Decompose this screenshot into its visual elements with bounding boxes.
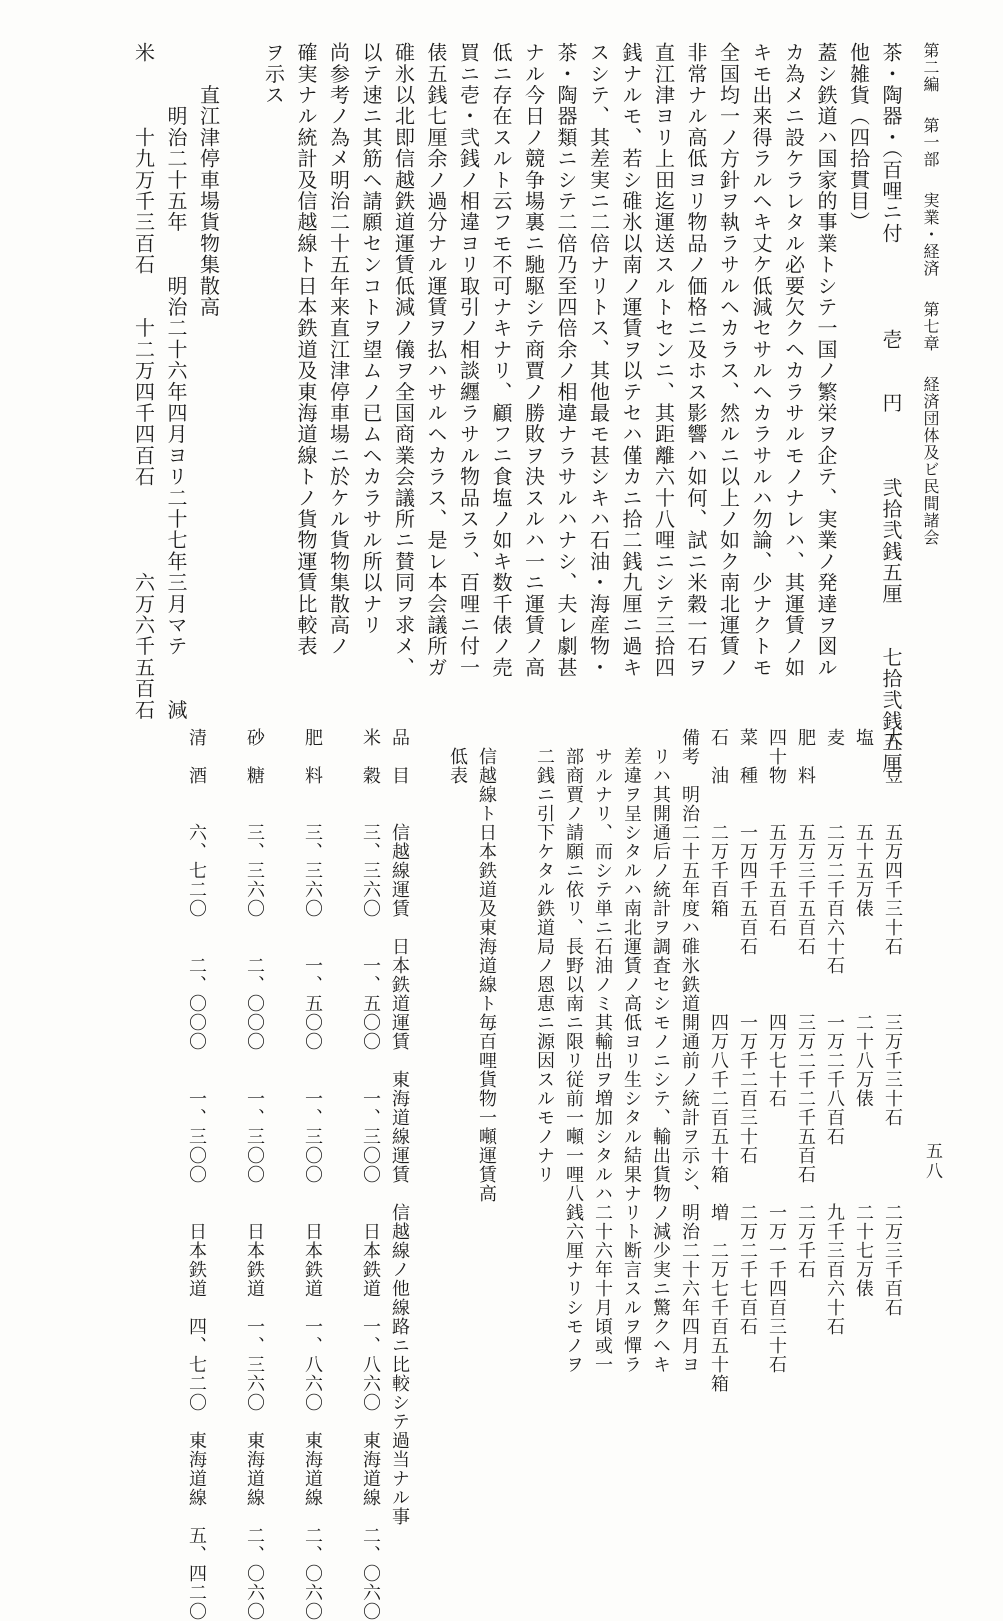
text-column: キモ出来得ラルヘキ丈ケ低減セサルヘカラサルハ勿論、少ナクトモ bbox=[749, 42, 773, 678]
text-column: 四十物 五万千五百石 四万七十石 一万一千四百三十石 bbox=[766, 728, 787, 1374]
lower-text-block bbox=[87, 728, 907, 1621]
text-column: 麦 二万二千百六十石 一万二千八百石 九千三百六十石 bbox=[824, 728, 845, 1336]
header-chapter-title: 経済団体及ビ民間諸会 bbox=[921, 376, 940, 547]
text-column: 低ニ存在スルト云フモ不可ナキナリ、顧フニ食塩ノ如キ数千俵ノ売 bbox=[489, 42, 513, 678]
text-column: カ為メニ設ケラレタル必要欠クヘカラサルモノナレハ、其運賃ノ如 bbox=[781, 42, 806, 678]
text-column: 全国均一ノ方針ヲ執ラサルヘカラス、然ルニ以上ノ如ク南北運賃ノ bbox=[716, 42, 741, 678]
text-column: スシテ、其差実ニ二倍ナリトス、其他最モ甚シキハ石油・海産物・ bbox=[586, 42, 611, 678]
text-column: 備考 明治二十五年度ハ碓氷鉄道開通前ノ統計ヲ示シ、明治二十六年四月ヨ bbox=[679, 728, 700, 1374]
text-column: 塩 五十五万俵 二十八万俵 二十七万俵 bbox=[853, 728, 874, 1298]
text-column: 米 穀 三、三六〇 一、五〇〇 一、三〇〇 日本鉄道 一、八六〇 東海道線 二、〇六〇 bbox=[360, 728, 381, 1621]
text-column bbox=[225, 42, 258, 662]
text-column: 肥 料 五万三千五百石 三万二千二千五百石 二万千石 bbox=[795, 728, 816, 1279]
text-column: サルナリ、而シテ単ニ石油ノミ其輸出ヲ増加シタルハ二十六年十月頃或一 bbox=[592, 728, 613, 1374]
page-number: 五八 bbox=[922, 1142, 942, 1182]
header-bu-title: 実業・経済 bbox=[921, 192, 940, 278]
text-column: 米 十九万千三百石 十二万四千四百石 六万六千五百石 bbox=[131, 42, 156, 721]
running-header bbox=[919, 42, 941, 662]
text-column: 非常ナル高低ヨリ物品ノ価格ニ及ホス影響ハ如何、試ニ米穀一石ヲ bbox=[684, 42, 708, 678]
text-column: 菜 種 一万四千五百石 一万千二百三十石 二万二千七百石 bbox=[737, 728, 758, 1336]
text-column: 二銭ニ引下ケタル鉄道局ノ恩恵ニ源因スルモノナリ bbox=[534, 728, 555, 1184]
text-column bbox=[211, 728, 240, 1368]
text-column: 大 豆 五万四千三十石 三万千三十石 二万三千百石 bbox=[882, 728, 903, 1317]
text-column: 肥 料 三、三六〇 一、五〇〇 一、三〇〇 日本鉄道 一、八六〇 東海道線 二、〇六〇 bbox=[302, 728, 323, 1621]
text-column: 低表 bbox=[447, 728, 468, 785]
text-column: 石 油 二万千百箱 四万八千二百五十箱 増 二万七千百五十箱 bbox=[708, 728, 729, 1393]
text-column: 他雑貨（四拾貫目） bbox=[846, 42, 871, 233]
text-column: 碓氷以北即信越鉄道運賃低減ノ儀ヲ全国商業会議所ニ賛同ヲ求メ、 bbox=[391, 42, 416, 678]
header-bu: 第一部 bbox=[921, 117, 940, 169]
text-column: 茶・陶器類ニシテ二倍乃至四倍余ノ相違ナラサルハナシ、夫レ劇甚 bbox=[554, 42, 578, 678]
text-column: 清 酒 六、七二〇 二、〇〇〇 一、三〇〇 日本鉄道 四、七二〇 東海道線 五、四二〇 bbox=[186, 728, 207, 1621]
text-column: 差違ヲ呈シタルハ南北運賃ノ高低ヨリ生シタル結果ナリト断言スルヲ憚ラ bbox=[621, 728, 642, 1374]
text-column bbox=[501, 728, 530, 1368]
text-column: 蓋シ鉄道ハ国家的事業トシテ一国ノ繁栄ヲ企テ、実業ノ発達ヲ図ル bbox=[814, 42, 838, 678]
text-column: 砂 糖 三、三六〇 二、〇〇〇 一、三〇〇 日本鉄道 一、三六〇 東海道線 二、〇六〇 bbox=[244, 728, 265, 1621]
text-column: ナル今日ノ競争場裏ニ馳駆シテ商賈ノ勝敗ヲ決スルハ一ニ運賃ノ高 bbox=[521, 42, 546, 678]
text-column: 信越線ト日本鉄道及東海道線ト毎百哩貨物一噸運賃高 bbox=[476, 728, 497, 1203]
header-chapter: 第七章 bbox=[921, 301, 940, 353]
text-column: 銭ナルモ、若シ碓氷以南ノ運賃ヲ以テセハ僅カニ拾二銭九厘ニ過キ bbox=[619, 42, 643, 678]
text-column: 尚参考ノ為メ明治二十五年来直江津停車場ニ於ケル貨物集散高ノ bbox=[326, 42, 351, 657]
text-column: ヲ示ス bbox=[261, 42, 286, 106]
header-hen: 第二編 bbox=[921, 42, 940, 93]
text-column: 直江津停車場貨物集散高 bbox=[196, 42, 221, 318]
text-column: 部商賈ノ請願ニ依リ、長野以南ニ限リ従前一噸一哩八銭六厘ナリシモノヲ bbox=[563, 728, 584, 1374]
text-column: 以テ速ニ其筋ヘ請願センコトヲ望ムノ已ムヘカラサル所以ナリ bbox=[359, 42, 383, 636]
text-column: 明治二十五年 明治二十六年四月ヨリ二十七年三月マテ 減 bbox=[164, 42, 188, 721]
text-column: 直江津ヨリ上田迄運送スルトセンニ、其距離六十八哩ニシテ三拾四 bbox=[651, 42, 676, 678]
text-column bbox=[327, 728, 356, 1368]
text-column: 俵五銭七厘余ノ過分ナル運賃ヲ払ハサルヘカラス、是レ本会議所ガ bbox=[424, 42, 448, 678]
text-column bbox=[269, 728, 298, 1368]
text-column: 確実ナル統計及信越線ト日本鉄道及東海道線トノ貨物運賃比較表 bbox=[294, 42, 318, 657]
text-column: 買ニ壱・弐銭ノ相違ヨリ取引ノ相談纒ラサル物品スラ、百哩ニ付一 bbox=[456, 42, 481, 678]
text-column bbox=[414, 728, 443, 1368]
text-column: リハ其開通后ノ統計ヲ調査セシモノニシテ、輸出貨物ノ減少実ニ驚クヘキ bbox=[650, 728, 671, 1374]
text-column: 茶・陶器・（百哩ニ付 壱 円 弐拾弐銭五厘 七拾弐銭五厘 bbox=[879, 42, 903, 774]
text-column: 品 目 信越線運賃 日本鉄道運賃 東海道線運賃 信越線ノ他線路ニ比較シテ過当ナル事 bbox=[389, 728, 410, 1526]
